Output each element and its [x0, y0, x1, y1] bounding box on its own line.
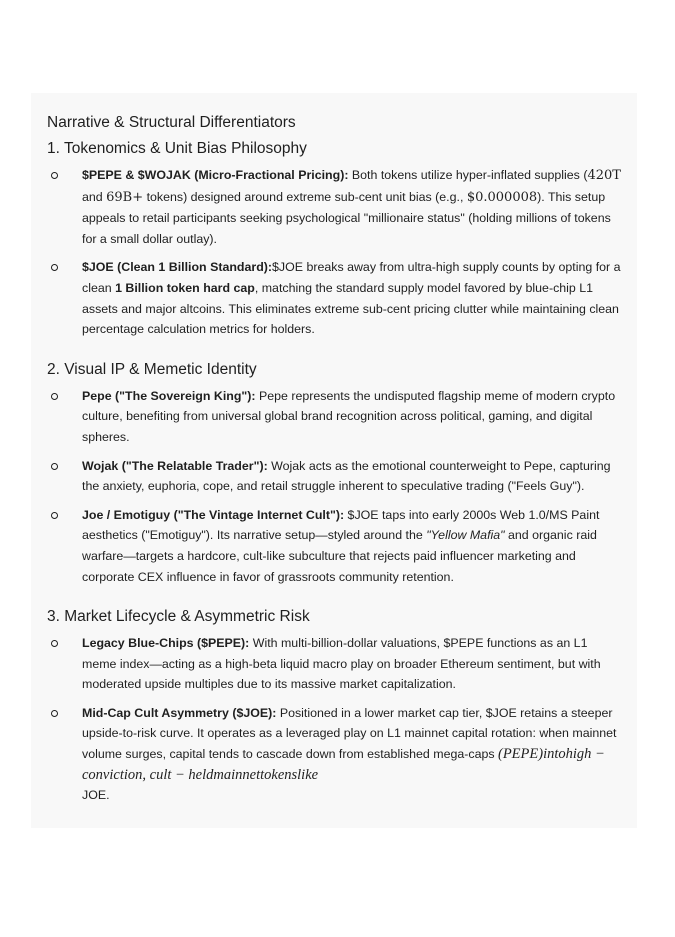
item-emphasis: 1 Billion token hard cap — [115, 280, 255, 295]
list-item — [47, 703, 621, 806]
item-title: $JOE (Clean 1 Billion Standard): — [82, 260, 273, 275]
bullet-list — [47, 633, 621, 806]
section-visual-ip — [47, 360, 621, 587]
item-text: Wojak acts as the emotional counterweight to Pepe, capturing the anxiety, euphoria, cope, and retail struggle inherent to speculative trading ("Feels Guy"). — [82, 458, 611, 494]
item-title: Wojak ("The Relatable Trader"): — [82, 458, 268, 473]
item-title: Pepe ("The Sovereign King"): — [82, 388, 256, 403]
bullet-icon — [51, 512, 58, 519]
item-text: tokens) designed around extreme sub-cent unit bias (e.g., — [143, 189, 467, 204]
section-tokenomics — [47, 139, 621, 340]
math-value: (PEPE)intohigh − conviction, cult − heldmainnettokenslike — [82, 746, 605, 783]
item-text: With multi-billion-dollar valuations, $PEPE functions as an L1 meme index—acting as a high-beta liquid macro play on broader Ethereum sentiment, but with moderated upside multiples due to its massive market capitalization. — [82, 636, 601, 692]
item-text: ). This setup appeals to retail participants seeking psychological "millionaire status" (holding millions of tokens for a small dollar outlay). — [82, 189, 611, 246]
item-text: and organic raid warfare—targets a hardcore, cult-like subculture that rejects paid influencer marketing and corporate CEX influence in favor of grassroots community retention. — [82, 528, 597, 584]
response-card — [31, 93, 637, 828]
item-title: Legacy Blue-Chips ($PEPE): — [82, 636, 250, 651]
item-text: Pepe represents the undisputed flagship meme of modern crypto culture, benefiting from universal global brand recognition across political, gaming, and digital spheres. — [82, 388, 616, 444]
bullet-icon — [51, 463, 58, 470]
item-text: Both tokens utilize hyper-inflated supplies ( — [348, 168, 588, 182]
bullet-icon — [51, 393, 58, 400]
bullet-list — [47, 165, 621, 340]
section-heading: 3. Market Lifecycle & Asymmetric Risk — [47, 608, 310, 626]
math-value: 69B+ — [106, 189, 144, 205]
bullet-icon — [51, 710, 58, 717]
item-title: $PEPE & $WOJAK (Micro-Fractional Pricing): — [82, 168, 349, 182]
math-value: 420T — [587, 168, 621, 183]
bullet-list — [47, 386, 621, 587]
list-item — [47, 633, 621, 695]
item-italic: "Yellow Mafia" — [426, 528, 505, 543]
bullet-icon — [51, 264, 58, 271]
bullet-icon — [51, 172, 58, 179]
section-market-lifecycle — [47, 607, 621, 806]
math-value: $0.000008 — [466, 189, 538, 205]
item-text: Positioned in a lower market cap tier, $JOE retains a steeper upside-to-risk curve. It operates as a leveraged play on L1 mainnet capital rotation: when mainnet volume surges, capital tends to cascade down from established mega-caps — [82, 705, 617, 762]
section-heading: 1. Tokenomics & Unit Bias Philosophy — [47, 140, 307, 157]
item-text: , matching the standard supply model favored by blue-chip L1 assets and major altcoins. This eliminates extreme sub-cent pricing clutter while maintaining clean percentage calculation metrics for holders. — [82, 280, 619, 337]
list-item — [47, 386, 621, 448]
item-title: Joe / Emotiguy ("The Vintage Internet Cult"): — [82, 507, 345, 522]
list-item — [47, 456, 621, 497]
item-text: $JOE breaks away from ultra-high supply counts by opting for a clean — [82, 260, 621, 295]
item-text: and — [82, 189, 107, 204]
bullet-icon — [51, 640, 58, 647]
list-item — [47, 505, 621, 587]
item-title: Mid-Cap Cult Asymmetry ($JOE): — [82, 705, 277, 720]
item-text: $JOE taps into early 2000s Web 1.0/MS Paint aesthetics ("Emotiguy"). Its narrative setup—styled around the — [82, 507, 600, 543]
item-text: JOE. — [82, 788, 110, 803]
list-item — [47, 165, 621, 249]
list-item — [47, 257, 621, 339]
page-title: Narrative & Structural Differentiators — [47, 114, 296, 131]
section-heading: 2. Visual IP & Memetic Identity — [47, 360, 257, 378]
